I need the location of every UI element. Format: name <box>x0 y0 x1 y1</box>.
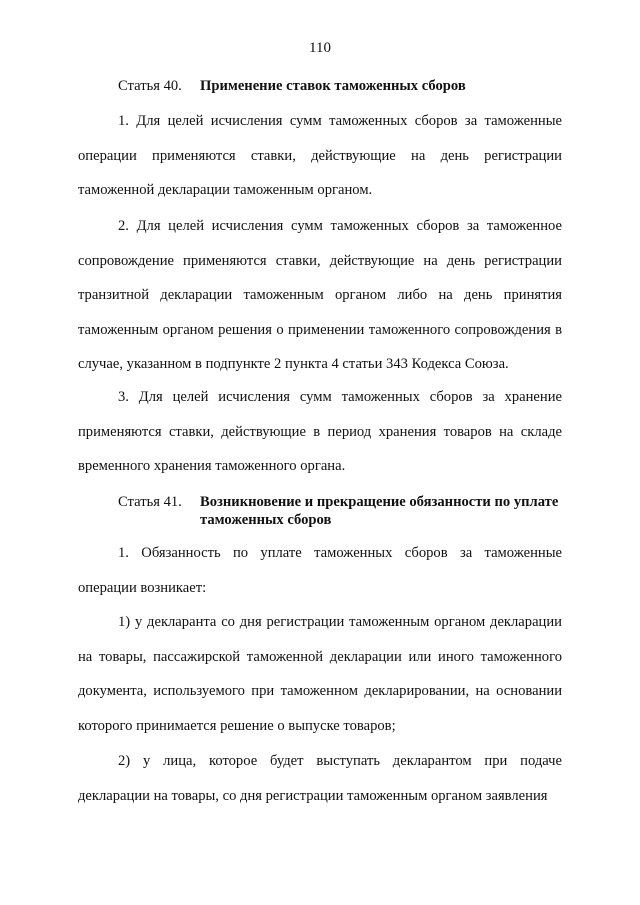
article-40-label: Статья 40. <box>118 78 182 94</box>
article-41-item-2: 2) у лица, которое будет выступать декларантом при подаче декларации на товары, со дня регистрации таможенным органом заявления <box>78 753 562 804</box>
article-41-label: Статья 41. <box>118 494 182 510</box>
article-40-paragraph-2: 2. Для целей исчисления сумм таможенных сборов за таможенное сопровождение применяются ставки, действующие на день регистрации транзитной декларации таможенным органом либо на день принятия таможенным органом решения о применении таможенного сопровождения в случае, указанном в подпункте 2 пункта 4 статьи 343 Кодекса Союза. <box>78 218 562 373</box>
article-41-item-1: 1) у декларанта со дня регистрации таможенным органом декларации на товары, пассажирской таможенной декларации или иного таможенного документа, используемого при таможенном декларировании, на основании которого принимается решение о выпуске товаров; <box>78 614 562 734</box>
article-41-title: Возникновение и прекращение обязанности по уплате таможенных сборов <box>200 494 559 528</box>
article-40-title: Применение ставок таможенных сборов <box>200 78 466 94</box>
article-40-paragraph-1: 1. Для целей исчисления сумм таможенных сборов за таможенные операции применяются ставки, действующие на день регистрации таможенной декларации таможенным органом. <box>78 113 562 199</box>
article-40-heading <box>118 77 562 95</box>
article-40-paragraph-3: 3. Для целей исчисления сумм таможенных сборов за хранение применяются ставки, действующие в период хранения товаров на складе временного хранения таможенного органа. <box>78 389 562 475</box>
article-41-paragraph-1: 1. Обязанность по уплате таможенных сборов за таможенные операции возникает: <box>78 545 562 596</box>
article-41-heading <box>118 493 562 529</box>
page-number: 110 <box>309 40 331 56</box>
